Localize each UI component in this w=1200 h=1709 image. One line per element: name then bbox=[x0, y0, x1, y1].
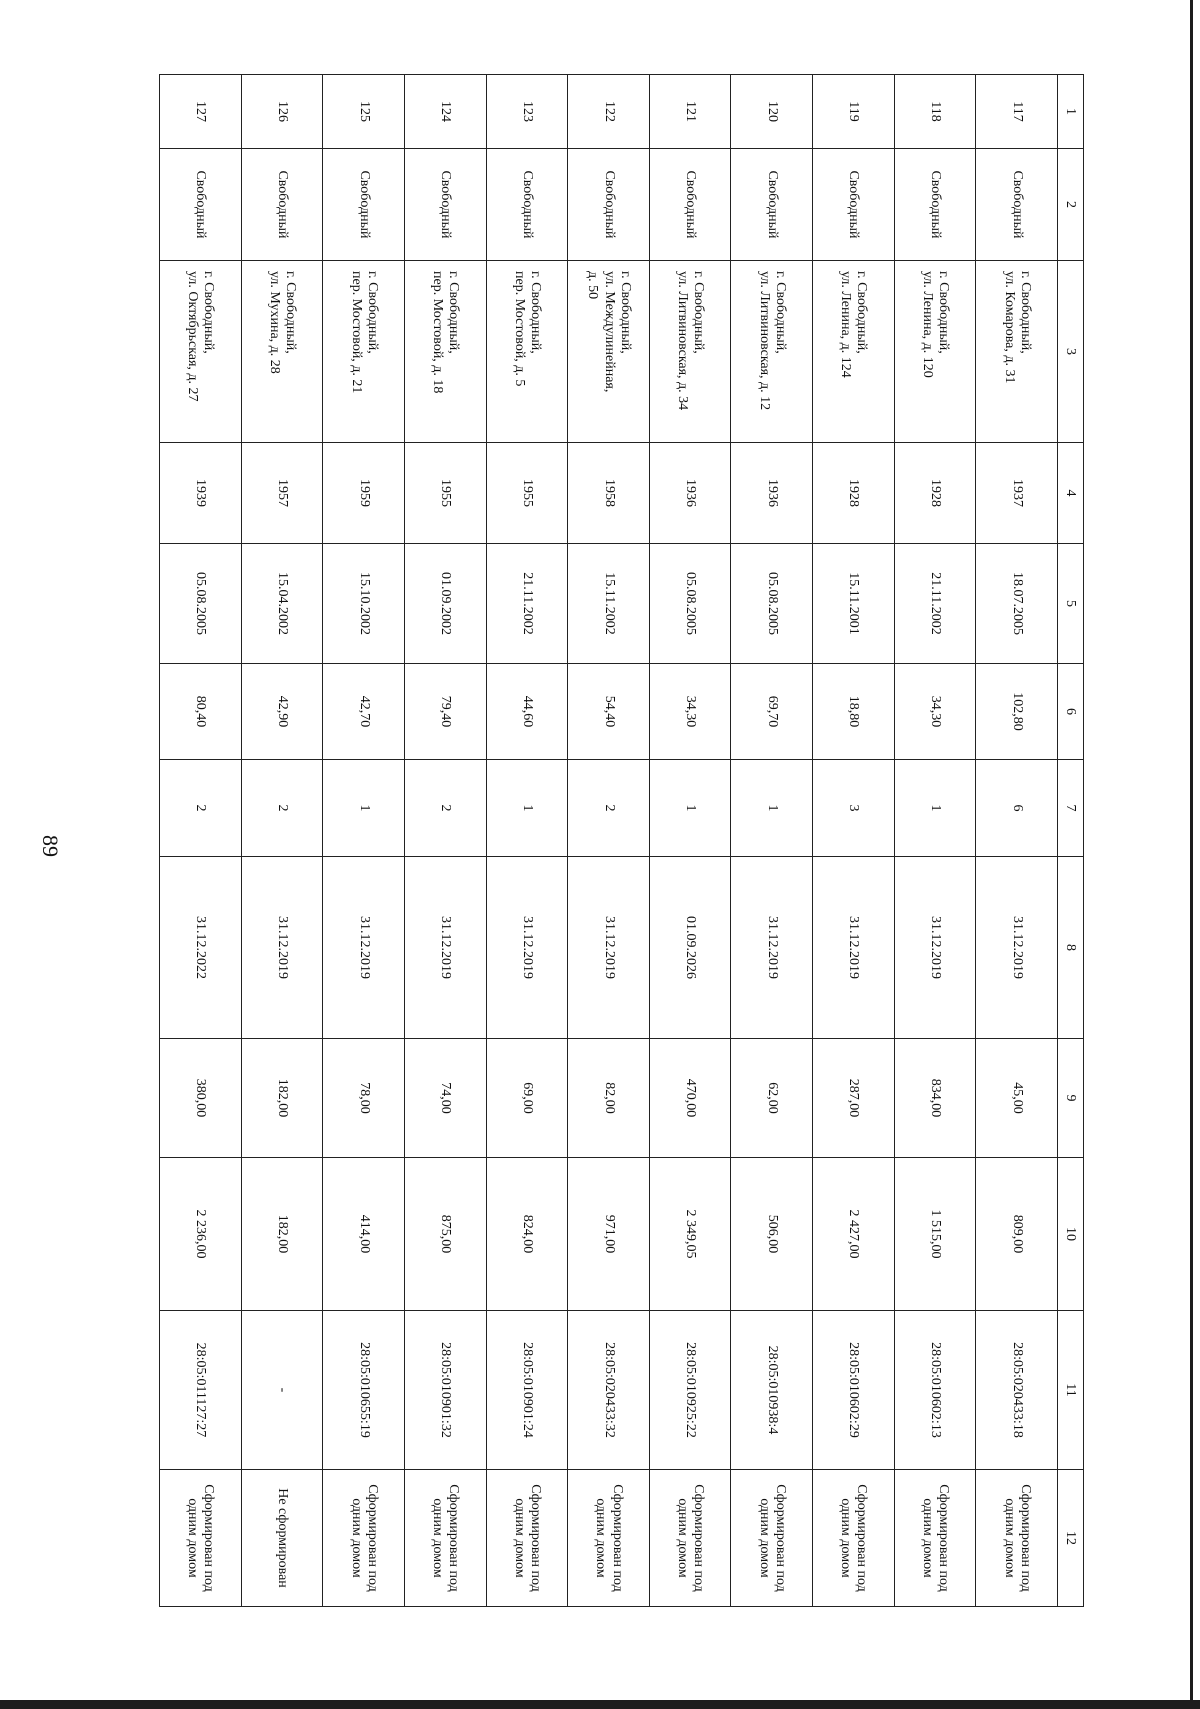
table-cell-col-2: Свободный bbox=[649, 149, 731, 261]
table-row bbox=[160, 75, 242, 1607]
table-cell-col-12: Сформирован под одним домом bbox=[568, 1470, 650, 1607]
table-cell-col-2: Свободный bbox=[894, 149, 976, 261]
table-row bbox=[323, 75, 405, 1607]
table-cell-col-1: 117 bbox=[976, 75, 1058, 149]
registry-table bbox=[159, 74, 1084, 1607]
table-cell-col-3: г. Свободный, ул. Комарова, д. 31 bbox=[976, 261, 1058, 443]
table-cell-col-5: 15.10.2002 bbox=[323, 544, 405, 664]
column-header: 3 bbox=[1057, 261, 1083, 443]
table-cell-col-3: г. Свободный, ул. Литвиновская, д. 34 bbox=[649, 261, 731, 443]
table-row bbox=[568, 75, 650, 1607]
column-header: 11 bbox=[1057, 1311, 1083, 1470]
table-cell-col-2: Свободный bbox=[976, 149, 1058, 261]
table-cell-col-12: Не сформирован bbox=[241, 1470, 323, 1607]
table-cell-col-5: 21.11.2002 bbox=[486, 544, 568, 664]
table-cell-col-2: Свободный bbox=[323, 149, 405, 261]
header-row bbox=[1057, 75, 1083, 1607]
table-cell-col-4: 1957 bbox=[241, 443, 323, 544]
table-cell-col-9: 287,00 bbox=[812, 1039, 894, 1158]
table-cell-col-7: 3 bbox=[812, 760, 894, 857]
table-cell-col-8: 31.12.2019 bbox=[976, 857, 1058, 1039]
table-cell-col-11: 28:05:010655:19 bbox=[323, 1311, 405, 1470]
table-cell-col-6: 44,60 bbox=[486, 664, 568, 760]
table-cell-col-3: г. Свободный, пер. Мостовой, д. 21 bbox=[323, 261, 405, 443]
table-row bbox=[649, 75, 731, 1607]
table-cell-col-3: г. Свободный, ул. Ленина, д. 124 bbox=[812, 261, 894, 443]
table-cell-col-10: 824,00 bbox=[486, 1158, 568, 1311]
table-cell-col-3: г. Свободный, ул. Октябрьская, д. 27 bbox=[160, 261, 242, 443]
table-cell-col-1: 124 bbox=[404, 75, 486, 149]
table-cell-col-2: Свободный bbox=[568, 149, 650, 261]
table-row bbox=[731, 75, 813, 1607]
table-cell-col-2: Свободный bbox=[812, 149, 894, 261]
table-cell-col-11: 28:05:010901:24 bbox=[486, 1311, 568, 1470]
table-cell-col-7: 1 bbox=[486, 760, 568, 857]
column-header: 8 bbox=[1057, 857, 1083, 1039]
table-cell-col-6: 34,30 bbox=[894, 664, 976, 760]
table-cell-col-1: 120 bbox=[731, 75, 813, 149]
table-cell-col-8: 31.12.2019 bbox=[731, 857, 813, 1039]
table-cell-col-7: 1 bbox=[323, 760, 405, 857]
table-cell-col-6: 34,30 bbox=[649, 664, 731, 760]
column-header: 1 bbox=[1057, 75, 1083, 149]
table-cell-col-4: 1939 bbox=[160, 443, 242, 544]
column-header: 4 bbox=[1057, 443, 1083, 544]
table-cell-col-2: Свободный bbox=[404, 149, 486, 261]
table-cell-col-9: 82,00 bbox=[568, 1039, 650, 1158]
table-cell-col-5: 01.09.2002 bbox=[404, 544, 486, 664]
table-cell-col-12: Сформирован под одним домом bbox=[649, 1470, 731, 1607]
table-cell-col-9: 78,00 bbox=[323, 1039, 405, 1158]
table-cell-col-10: 2 236,00 bbox=[160, 1158, 242, 1311]
scan-edge-bottom bbox=[0, 1700, 1200, 1709]
table-cell-col-3: г. Свободный, ул. Мухина, д. 28 bbox=[241, 261, 323, 443]
table-cell-col-7: 2 bbox=[241, 760, 323, 857]
table-cell-col-7: 1 bbox=[731, 760, 813, 857]
table-cell-col-11: 28:05:010925:22 bbox=[649, 1311, 731, 1470]
table-cell-col-8: 31.12.2019 bbox=[894, 857, 976, 1039]
table-cell-col-4: 1936 bbox=[731, 443, 813, 544]
table-cell-col-1: 119 bbox=[812, 75, 894, 149]
table-cell-col-8: 31.12.2019 bbox=[404, 857, 486, 1039]
column-header: 5 bbox=[1057, 544, 1083, 664]
table-cell-col-10: 414,00 bbox=[323, 1158, 405, 1311]
table-row bbox=[241, 75, 323, 1607]
table-row bbox=[976, 75, 1058, 1607]
table-cell-col-8: 01.09.2026 bbox=[649, 857, 731, 1039]
column-header: 12 bbox=[1057, 1470, 1083, 1607]
column-header: 7 bbox=[1057, 760, 1083, 857]
registry-table-wrapper bbox=[159, 74, 1084, 1592]
table-cell-col-9: 380,00 bbox=[160, 1039, 242, 1158]
table-cell-col-6: 69,70 bbox=[731, 664, 813, 760]
table-cell-col-3: г. Свободный, пер. Мостовой, д. 5 bbox=[486, 261, 568, 443]
table-cell-col-12: Сформирован под одним домом bbox=[404, 1470, 486, 1607]
table-cell-col-10: 809,00 bbox=[976, 1158, 1058, 1311]
table-cell-col-11: 28:05:020433:32 bbox=[568, 1311, 650, 1470]
table-cell-col-3: г. Свободный, ул. Ленина, д. 120 bbox=[894, 261, 976, 443]
table-cell-col-4: 1955 bbox=[486, 443, 568, 544]
table-cell-col-10: 971,00 bbox=[568, 1158, 650, 1311]
table-cell-col-11: 28:05:010602:29 bbox=[812, 1311, 894, 1470]
table-cell-col-9: 62,00 bbox=[731, 1039, 813, 1158]
table-cell-col-2: Свободный bbox=[486, 149, 568, 261]
table-cell-col-11: 28:05:020433:18 bbox=[976, 1311, 1058, 1470]
table-cell-col-11: 28:05:010938:4 bbox=[731, 1311, 813, 1470]
table-cell-col-1: 118 bbox=[894, 75, 976, 149]
table-cell-col-12: Сформирован под одним домом bbox=[160, 1470, 242, 1607]
table-cell-col-5: 05.08.2005 bbox=[649, 544, 731, 664]
table-cell-col-10: 875,00 bbox=[404, 1158, 486, 1311]
table-cell-col-9: 69,00 bbox=[486, 1039, 568, 1158]
table-cell-col-5: 05.08.2005 bbox=[731, 544, 813, 664]
table-cell-col-6: 42,70 bbox=[323, 664, 405, 760]
table-cell-col-9: 45,00 bbox=[976, 1039, 1058, 1158]
table-cell-col-6: 42,90 bbox=[241, 664, 323, 760]
table-cell-col-10: 2 349,05 bbox=[649, 1158, 731, 1311]
table-row bbox=[894, 75, 976, 1607]
table-cell-col-12: Сформирован под одним домом bbox=[894, 1470, 976, 1607]
table-cell-col-11: 28:05:010602:13 bbox=[894, 1311, 976, 1470]
table-cell-col-11: 28:05:011127:27 bbox=[160, 1311, 242, 1470]
table-cell-col-1: 125 bbox=[323, 75, 405, 149]
table-cell-col-5: 21.11.2002 bbox=[894, 544, 976, 664]
table-cell-col-5: 15.11.2002 bbox=[568, 544, 650, 664]
table-cell-col-9: 74,00 bbox=[404, 1039, 486, 1158]
table-cell-col-11: - bbox=[241, 1311, 323, 1470]
table-cell-col-9: 834,00 bbox=[894, 1039, 976, 1158]
table-cell-col-1: 121 bbox=[649, 75, 731, 149]
table-cell-col-2: Свободный bbox=[241, 149, 323, 261]
column-header: 9 bbox=[1057, 1039, 1083, 1158]
table-cell-col-6: 102,80 bbox=[976, 664, 1058, 760]
table-cell-col-4: 1937 bbox=[976, 443, 1058, 544]
column-header: 10 bbox=[1057, 1158, 1083, 1311]
table-row bbox=[404, 75, 486, 1607]
table-cell-col-8: 31.12.2019 bbox=[486, 857, 568, 1039]
table-cell-col-12: Сформирован под одним домом bbox=[976, 1470, 1058, 1607]
table-cell-col-2: Свободный bbox=[160, 149, 242, 261]
table-cell-col-12: Сформирован под одним домом bbox=[323, 1470, 405, 1607]
table-cell-col-3: г. Свободный, пер. Мостовой, д. 18 bbox=[404, 261, 486, 443]
table-cell-col-9: 470,00 bbox=[649, 1039, 731, 1158]
table-cell-col-1: 123 bbox=[486, 75, 568, 149]
table-cell-col-7: 1 bbox=[649, 760, 731, 857]
table-cell-col-10: 2 427,00 bbox=[812, 1158, 894, 1311]
table-cell-col-6: 18,80 bbox=[812, 664, 894, 760]
table-cell-col-1: 122 bbox=[568, 75, 650, 149]
table-cell-col-5: 05.08.2005 bbox=[160, 544, 242, 664]
table-cell-col-4: 1955 bbox=[404, 443, 486, 544]
table-cell-col-6: 54,40 bbox=[568, 664, 650, 760]
column-header: 2 bbox=[1057, 149, 1083, 261]
table-row bbox=[812, 75, 894, 1607]
table-cell-col-4: 1959 bbox=[323, 443, 405, 544]
table-cell-col-2: Свободный bbox=[731, 149, 813, 261]
table-cell-col-9: 182,00 bbox=[241, 1039, 323, 1158]
table-cell-col-3: г. Свободный, ул. Междулинейная, д. 50 bbox=[568, 261, 650, 443]
table-cell-col-8: 31.12.2019 bbox=[812, 857, 894, 1039]
table-cell-col-8: 31.12.2019 bbox=[323, 857, 405, 1039]
table-cell-col-6: 79,40 bbox=[404, 664, 486, 760]
table-cell-col-8: 31.12.2019 bbox=[568, 857, 650, 1039]
table-row bbox=[486, 75, 568, 1607]
table-cell-col-4: 1928 bbox=[894, 443, 976, 544]
table-cell-col-12: Сформирован под одним домом bbox=[486, 1470, 568, 1607]
table-cell-col-4: 1936 bbox=[649, 443, 731, 544]
table-cell-col-12: Сформирован под одним домом bbox=[731, 1470, 813, 1607]
column-header: 6 bbox=[1057, 664, 1083, 760]
table-cell-col-11: 28:05:010901:32 bbox=[404, 1311, 486, 1470]
table-cell-col-7: 2 bbox=[160, 760, 242, 857]
table-cell-col-8: 31.12.2022 bbox=[160, 857, 242, 1039]
scan-edge-right bbox=[1190, 0, 1193, 1709]
table-cell-col-5: 18.07.2005 bbox=[976, 544, 1058, 664]
table-cell-col-7: 2 bbox=[568, 760, 650, 857]
table-cell-col-12: Сформирован под одним домом bbox=[812, 1470, 894, 1607]
table-cell-col-3: г. Свободный, ул. Литвиновская, д. 12 bbox=[731, 261, 813, 443]
table-cell-col-7: 2 bbox=[404, 760, 486, 857]
table-cell-col-8: 31.12.2019 bbox=[241, 857, 323, 1039]
table-cell-col-4: 1958 bbox=[568, 443, 650, 544]
table-cell-col-5: 15.11.2001 bbox=[812, 544, 894, 664]
table-cell-col-7: 1 bbox=[894, 760, 976, 857]
table-cell-col-4: 1928 bbox=[812, 443, 894, 544]
table-cell-col-5: 15.04.2002 bbox=[241, 544, 323, 664]
table-cell-col-10: 1 515,00 bbox=[894, 1158, 976, 1311]
table-cell-col-10: 182,00 bbox=[241, 1158, 323, 1311]
table-cell-col-1: 127 bbox=[160, 75, 242, 149]
table-cell-col-7: 6 bbox=[976, 760, 1058, 857]
table-cell-col-1: 126 bbox=[241, 75, 323, 149]
page-number: 89 bbox=[38, 835, 63, 857]
table-cell-col-6: 80,40 bbox=[160, 664, 242, 760]
table-cell-col-10: 506,00 bbox=[731, 1158, 813, 1311]
